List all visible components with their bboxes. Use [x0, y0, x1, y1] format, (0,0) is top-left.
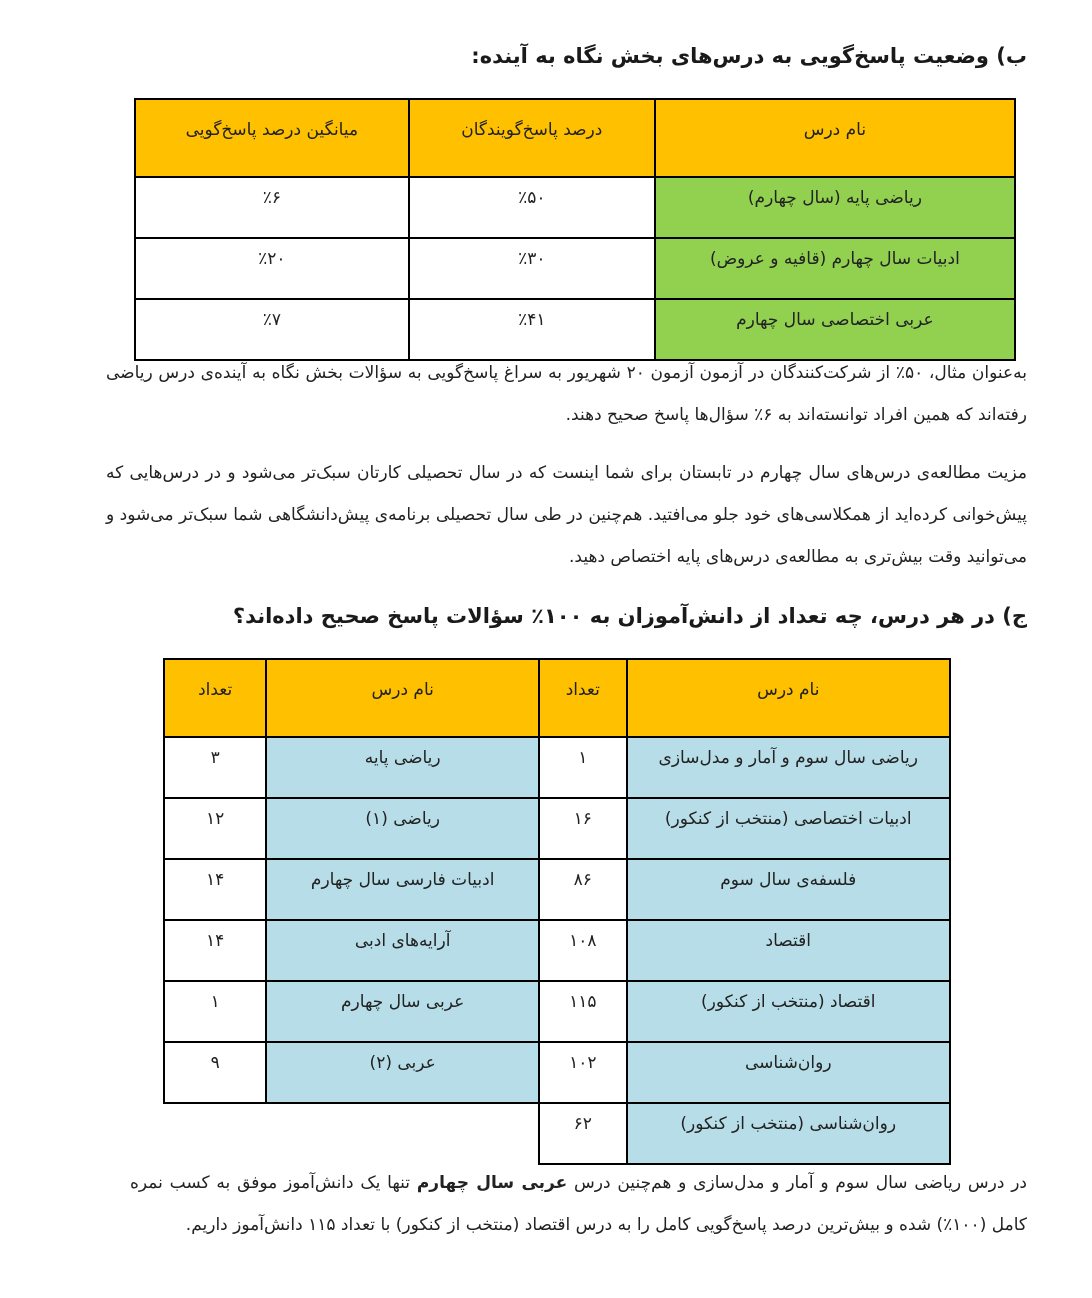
table-row — [135, 238, 1015, 299]
table-header-row — [164, 659, 950, 737]
header-course-name-b: نام درس — [266, 659, 539, 737]
table-row — [164, 981, 950, 1042]
header-course-name-a: نام درس — [627, 659, 951, 737]
full-score-table — [163, 658, 951, 1165]
empty-cell — [164, 1103, 539, 1164]
count-a: ۱۰۲ — [539, 1042, 626, 1103]
course-name-b: ریاضی پایه — [266, 737, 539, 798]
count-b: ۹ — [164, 1042, 266, 1103]
table-row — [164, 737, 950, 798]
course-name-b: عربی سال چهارم — [266, 981, 539, 1042]
course-name-b: عربی (۲) — [266, 1042, 539, 1103]
course-name-b: ادبیات فارسی سال چهارم — [266, 859, 539, 920]
table-header-row — [135, 99, 1015, 177]
header-respondents-percent: درصد پاسخ‌گویندگان — [409, 99, 655, 177]
average-percent: ٪۲۰ — [135, 238, 409, 299]
count-a: ۱ — [539, 737, 626, 798]
count-b: ۳ — [164, 737, 266, 798]
average-percent: ٪۷ — [135, 299, 409, 360]
count-a: ۸۶ — [539, 859, 626, 920]
table-row — [135, 177, 1015, 238]
advantage-paragraph: مزیت مطالعه‌ی درس‌های سال چهارم در تابستان برای شما اینست که در سال تحصیلی کارتان سبک‌تر می‌شود و در درس‌هایی که پیش‌خوانی کرده‌اید از همکلاسی‌های خود جلو می‌افتید. هم‌چنین در طی سال تحصیلی برنامه‌ی پیش‌دانشگاهی شما سبک‌تر می‌شود و می‌توانید وقت بیش‌تری به مطالعه‌ی درس‌های پایه اختصاص دهید. — [106, 463, 1027, 567]
header-course-name: نام درس — [655, 99, 1015, 177]
respondents-percent: ٪۳۰ — [409, 238, 655, 299]
table-row — [164, 798, 950, 859]
table-row — [135, 299, 1015, 360]
count-b: ۱ — [164, 981, 266, 1042]
course-name: ادبیات سال چهارم (قافیه و عروض) — [655, 238, 1015, 299]
header-count-a: تعداد — [539, 659, 626, 737]
table-row — [164, 859, 950, 920]
course-name-b: ریاضی (۱) — [266, 798, 539, 859]
summary-highlight: عربی سال چهارم — [416, 1173, 568, 1193]
respondents-percent: ٪۵۰ — [409, 177, 655, 238]
header-count-b: تعداد — [164, 659, 266, 737]
count-b: ۱۴ — [164, 859, 266, 920]
count-a: ۱۰۸ — [539, 920, 626, 981]
course-name-a: اقتصاد — [627, 920, 951, 981]
respondents-percent: ٪۴۱ — [409, 299, 655, 360]
summary-text-end: تنها یک دانش‌آموز موفق به کسب نمره کامل (۱۰۰٪) شده و بیش‌ترین درصد پاسخ‌گویی کامل را به درس اقتصاد (منتخب از کنکور) با تعداد ۱۱۵ دانش‌آموز داریم. — [130, 1173, 1027, 1235]
section-c-heading: ج) در هر درس، چه تعداد از دانش‌آموزان به ۱۰۰٪ سؤالات پاسخ صحیح داده‌اند؟ — [232, 604, 1027, 628]
response-status-table — [134, 98, 1016, 361]
table-row — [164, 1042, 950, 1103]
example-paragraph: به‌عنوان مثال، ۵۰٪ از شرکت‌کنندگان در آزمون آزمون ۲۰ شهریور به سراغ پاسخ‌گویی به سؤالات بخش نگاه به آینده‌ی درس ریاضی رفته‌اند که همین افراد توانسته‌اند به ۶٪ سؤال‌ها پاسخ صحیح دهند. — [106, 363, 1028, 425]
summary-text-start: در درس ریاضی سال سوم و آمار و مدل‌سازی و هم‌چنین درس — [567, 1173, 1027, 1193]
section-b-heading: ب) وضعیت پاسخ‌گویی به درس‌های بخش نگاه به آینده: — [471, 44, 1027, 68]
header-average-percent: میانگین درصد پاسخ‌گویی — [135, 99, 409, 177]
course-name-a: اقتصاد (منتخب از کنکور) — [627, 981, 951, 1042]
count-a: ۱۶ — [539, 798, 626, 859]
course-name: عربی اختصاصی سال چهارم — [655, 299, 1015, 360]
count-a: ۱۱۵ — [539, 981, 626, 1042]
count-b: ۱۴ — [164, 920, 266, 981]
count-a: ۶۲ — [539, 1103, 626, 1164]
average-percent: ٪۶ — [135, 177, 409, 238]
course-name-a: ریاضی سال سوم و آمار و مدل‌سازی — [627, 737, 951, 798]
summary-paragraph — [130, 1162, 1027, 1246]
course-name-a: روان‌شناسی (منتخب از کنکور) — [627, 1103, 951, 1164]
table-row — [164, 920, 950, 981]
table-row — [164, 1103, 950, 1164]
course-name-a: فلسفه‌ی سال سوم — [627, 859, 951, 920]
course-name-a: روان‌شناسی — [627, 1042, 951, 1103]
count-b: ۱۲ — [164, 798, 266, 859]
course-name-b: آرایه‌های ادبی — [266, 920, 539, 981]
course-name-a: ادبیات اختصاصی (منتخب از کنکور) — [627, 798, 951, 859]
course-name: ریاضی پایه (سال چهارم) — [655, 177, 1015, 238]
